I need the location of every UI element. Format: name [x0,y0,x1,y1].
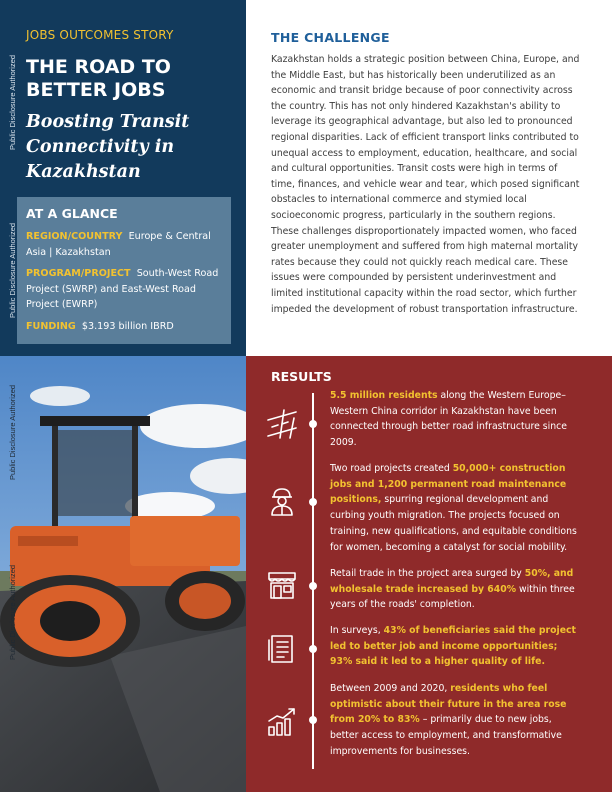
disclosure-watermark-2: Public Disclosure Authorized [8,222,17,318]
road-icon [266,408,298,440]
result-4-highlight: 43% of beneficiaries said the project led to better job and income opportunities; 93% said it led to a higher quality of life. [330,625,576,668]
result-3-highlight: 50%, and wholesale trade increased by 640% [330,568,574,595]
result-item-4 [330,623,582,670]
glance-program [26,266,226,313]
disclosure-watermark-4: Public Disclosure Authorized [8,564,17,660]
result-item-2 [330,461,582,555]
result-2-post: spurring regional development and curbing youth migration. The projects focused on training, new qualifications, and equitable conditions for women, becoming a catalyst for social mobility. [330,494,577,553]
region-value: Europe & Central Asia | Kazakhstan [26,231,211,258]
subtitle-line-1: Boosting Transit [26,112,190,132]
store-icon [266,569,298,601]
challenge-heading: THE CHALLENGE [271,30,390,45]
program-key: PROGRAM/PROJECT [26,268,131,279]
survey-icon [266,632,298,664]
result-1-highlight: 5.5 million residents [330,390,438,401]
worker-icon [266,485,298,517]
timeline-dot [309,645,317,653]
disclosure-watermark-3: Public Disclosure Authorized [8,384,17,480]
result-4-pre: In surveys, [330,625,384,636]
result-3-pre: Retail trade in the project area surged by [330,568,525,579]
result-2-pre: Two road projects created [330,463,453,474]
growth-chart-icon [266,705,298,737]
result-5-highlight: residents who feel optimistic about their future in the area rose from 20% to 83% [330,683,567,726]
results-timeline [312,393,314,769]
title-line-1: THE ROAD TO [26,56,171,78]
result-5-pre: Between 2009 and 2020, [330,683,451,694]
result-item-5 [330,681,582,760]
subtitle-line-3: Kazakhstan [26,162,141,182]
header-panel [0,0,246,356]
timeline-dot [309,582,317,590]
timeline-dot [309,498,317,506]
glance-region [26,229,226,260]
glance-funding [26,319,226,335]
subtitle-line-2: Connectivity in [26,137,175,157]
program-value: South-West Road Project (SWRP) and East-West Road Project (EWRP) [26,268,219,311]
result-3-post: within three years of the roads' completion. [330,583,575,611]
timeline-dot [309,420,317,428]
funding-key: FUNDING [26,321,76,332]
funding-value: $3.193 billion IBRD [81,321,174,332]
road-roller-illustration [0,356,246,792]
result-2-highlight: 50,000+ construction jobs and 1,200 permanent road maintenance positions, [330,463,567,506]
region-key: REGION/COUNTRY [26,231,123,242]
result-item-1 [330,388,582,451]
timeline-dot [309,716,317,724]
at-a-glance-box [17,197,231,344]
title-line-2: BETTER JOBS [26,79,166,101]
disclosure-watermark-1: Public Disclosure Authorized [8,54,17,150]
page-subtitle [26,110,236,185]
road-roller-photo [0,356,246,792]
result-5-post: – primarily due to new jobs, better access to employment, and transformative improvements for businesses. [330,714,562,757]
result-1-text: along the Western Europe–Western China corridor in Kazakhstan have been connected through better road infrastructure since 2009. [330,390,567,449]
challenge-body: Kazakhstan holds a strategic position between China, Europe, and the Middle East, but has historically been underutilized as an economic and transit bridge because of poor connectivity across the country. This has not only hindered Kazakhstan's ability to leverage its geographical advantage, but also led to pronounced regional disparities. Lack of efficient transport links contributed to unequal access to employment, education, healthcare, and social and cultural opportunities. Transit costs were high in terms of time, finances, and vehicle wear and tear, which posed significant obstacles to international commerce and stymied local socioeconomic progress, particularly in the southern regions. These challenges disproportionately impacted women, who faced greater unemployment and suffered from high maternal mortality rates because they could not quickly reach medical care. These issues were compounded by persistent underinvestment and limited institutional capacity within the road sector, which further impeded the development of robust transportation infrastructure. [271,54,580,315]
glance-title: AT A GLANCE [26,206,118,221]
story-type-label: JOBS OUTCOMES STORY [26,28,174,42]
results-heading: RESULTS [271,369,332,384]
page-title [26,56,236,102]
result-item-3 [330,566,582,613]
